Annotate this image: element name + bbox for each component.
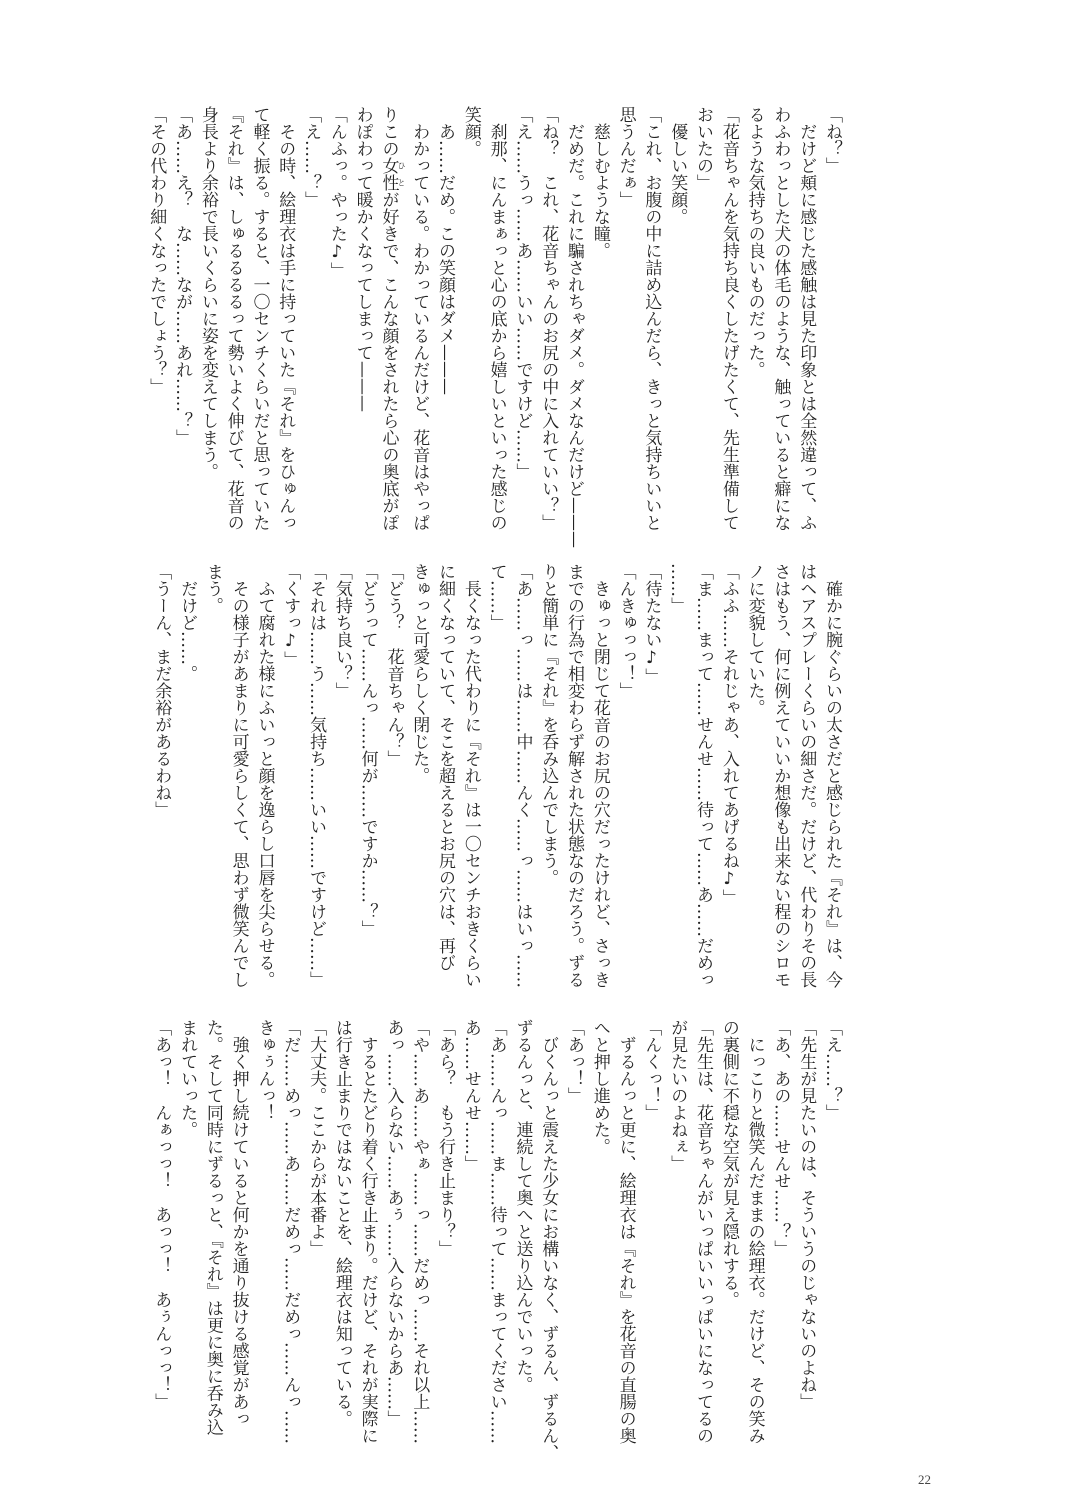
text-line: 「んふっ。やった♪」 [326, 106, 347, 279]
text-line: 「あら？ もう行き止まり？」 [435, 1019, 456, 1257]
text-line: 優しい笑顔。 [667, 106, 688, 225]
text-line: わふわっとした犬の体毛のような、触っていると癖にな [770, 106, 791, 531]
text-line: 「あ……んっ……ま……待って……まってください…… [486, 1019, 507, 1444]
text-line: 「え……？」 [301, 106, 322, 208]
text-line: 「え……うっ……あ……いい……ですけど……」 [512, 106, 533, 480]
text-line: にっこりと微笑んだままの絵理衣。だけど、その笑み [744, 1019, 765, 1444]
text-segment: りこの [378, 106, 399, 157]
text-line: 「ね？」 [822, 106, 842, 174]
text-line: るような気持ちの良いものだった。 [744, 106, 765, 378]
text-line: ノに変貌していた。 [744, 563, 765, 716]
text-line: りと簡単に『それ』を呑み込んでしまう。 [538, 563, 559, 886]
text-line: きゅっと閉じて花音のお尻の穴だったけれど、さっき [589, 563, 610, 988]
text-line: びくんっと震えた少女にお構いなく、ずるん、ずるん、 [538, 1019, 559, 1461]
text-line: 強く押し続けていると何かを通り抜ける感覚があっ [228, 1019, 249, 1427]
text-line: 「あ……っ……は……中……んく……っ……はいっ…… [512, 563, 533, 988]
text-line: へと押し進めた。 [589, 1019, 610, 1155]
text-line: おいたの」 [693, 106, 714, 191]
text-line [375, 106, 406, 536]
text-line: 「どう？ 花音ちゃん？」 [383, 563, 404, 767]
text-line: に細くなっていて、そこを超えるとお尻の穴は、再び [435, 563, 456, 971]
text-line: 「んきゅっっ！」 [615, 563, 636, 699]
text-line: た。そして同時にずるっと、『それ』は更に奥に呑み込 [202, 1019, 223, 1436]
text-line: 刹那、にんまぁっと心の底から嬉しいといった感じの [486, 106, 507, 531]
text-line: 「大丈夫。ここからが本番よ」 [306, 1019, 327, 1257]
text-line: あっ……入らない……あぅ……入らないからあ……」 [383, 1019, 404, 1427]
text-band-top [146, 106, 844, 548]
text-line: ……」 [667, 563, 688, 614]
text-line: 「ふふ……それじゃあ、入れてあげるね♪」 [718, 563, 739, 906]
text-line: 思うんだぁ」 [615, 106, 636, 208]
text-line: は行き止まりではないことを、絵理衣は知っている。 [331, 1019, 352, 1427]
text-line: 「や……あ……やぁ……っ……だめっ……それ以上…… [409, 1019, 430, 1444]
text-line: 「ま……まって……せんせ……待って……あ……だめっ [693, 563, 714, 988]
text-line: までの行為で相変わらず解された状態なのだろう。ずる [564, 563, 585, 988]
text-line: ふて腐れた様にふいっと顔を逸らし口唇を尖らせる。 [254, 563, 275, 988]
text-line: だめだ。これに騙されちゃダメ。ダメなんだけど——— [564, 106, 585, 548]
text-line: その様子があまりに可愛らしくて、思わず微笑んでし [228, 563, 249, 988]
text-line: 「その代わり細くなったでしょう？」 [146, 106, 167, 395]
text-line: 「気持ち良い？」 [331, 563, 352, 699]
text-band-bottom [146, 1019, 844, 1461]
text-line: あ……せんせ……」 [460, 1019, 481, 1172]
text-line: 「それは……う……気持ち……いい……ですけど……」 [306, 563, 327, 988]
text-line: 慈しむような瞳。 [589, 106, 610, 259]
text-line: 「先生が見たいのは、そういうのじゃないのよね」 [796, 1019, 817, 1410]
text-band-middle [146, 563, 844, 993]
text-line: 「ね？ これ、花音ちゃんのお尻の中に入れていい？」 [538, 106, 559, 531]
text-line: て軽く振る。すると、一〇センチくらいだと思っていた [249, 106, 270, 531]
text-line: 「え……？」 [822, 1019, 842, 1121]
text-line: て……」 [486, 563, 507, 631]
text-line: が見たいのよねぇ」 [667, 1019, 688, 1172]
text-line: ずるんっと更に、絵理衣は『それ』を花音の直腸の奥 [615, 1019, 636, 1444]
text-line: 『それ』は、しゅるるるるって勢いよく伸びて、花音の [223, 106, 244, 531]
ruby-base: 女性 [378, 157, 399, 191]
text-line: するとたどり着く行き止まり。だけど、それが実際に [357, 1019, 378, 1444]
text-line: 「あっ！」 [564, 1019, 585, 1104]
text-line: 「待たない♪」 [641, 563, 662, 685]
text-line: 笑顔。 [460, 106, 481, 157]
text-line: 確かに腕ぐらいの太さだと感じられた『それ』は、今 [822, 563, 842, 988]
text-line: だけど頬に感じた感触は見た印象とは全然違って、ふ [796, 106, 817, 531]
text-line: 「うーん、まだ余裕があるわね」 [151, 563, 172, 818]
text-line: きゅっと可愛らしく閉じた。 [409, 563, 430, 784]
text-line: 「これ、お腹の中に詰め込んだら、きっと気持ちいいと [641, 106, 662, 531]
text-line: 身長より余裕で長いくらいに姿を変えてしまう。 [197, 106, 218, 480]
text-line: その時、絵理衣は手に持っていた『それ』をひゅんっ [275, 106, 296, 531]
page-number: 22 [918, 1472, 931, 1487]
text-line: 「あ……え？ な……なが……あれ……？」 [172, 106, 193, 446]
text-line: わぽわって暖かくなってしまって——— [352, 106, 373, 412]
text-line: 「あ、あの……せんせ……？」 [770, 1019, 791, 1257]
text-line: 「んくっ！」 [641, 1019, 662, 1121]
text-line: 「あっ！ んぁっっ！ あっっ！ あぅんっっ！」 [151, 1019, 172, 1410]
text-line: 長くなった代わりに『それ』は一〇センチおきくらい [460, 563, 481, 988]
text-line: 「先生は、花音ちゃんがいっぱいいっぱいになってるの [693, 1019, 714, 1444]
ruby-word [378, 157, 406, 191]
text-line: きゅぅんっ！ [254, 1019, 275, 1121]
text-line: だけど……。 [177, 563, 198, 682]
ruby-reading: ひと [396, 157, 406, 191]
text-line: まう。 [202, 563, 223, 614]
text-line: の裏側に不穏な空気が見え隠れする。 [718, 1019, 739, 1308]
text-line: わかっている。わかっているんだけど、花音はやっぱ [409, 106, 430, 531]
text-line: 「くすっ♪」 [280, 563, 301, 668]
text-line: 「だ……めっ……あ……だめっ……だめっ……んっ…… [280, 1019, 301, 1444]
text-line: あ……だめ。この笑顔はダメ——— [435, 106, 456, 395]
text-line: ずるんっと、連続して奥へと送り込んでいった。 [512, 1019, 533, 1393]
text-line: はヘアスプレーくらいの細さだ。だけど、代わりその長 [796, 563, 817, 988]
text-line: 「どうって……んっ……何が……ですか……？」 [357, 563, 378, 937]
text-line: さはもう、何に例えていいか想像も出来ない程のシロモ [770, 563, 791, 988]
text-line: まれていった。 [177, 1019, 198, 1138]
text-line: 「花音ちゃんを気持ち良くしたげたくて、先生準備して [718, 106, 739, 531]
text-segment: が好きで、こんな顔をされたら心の奥底がぽ [378, 191, 399, 531]
